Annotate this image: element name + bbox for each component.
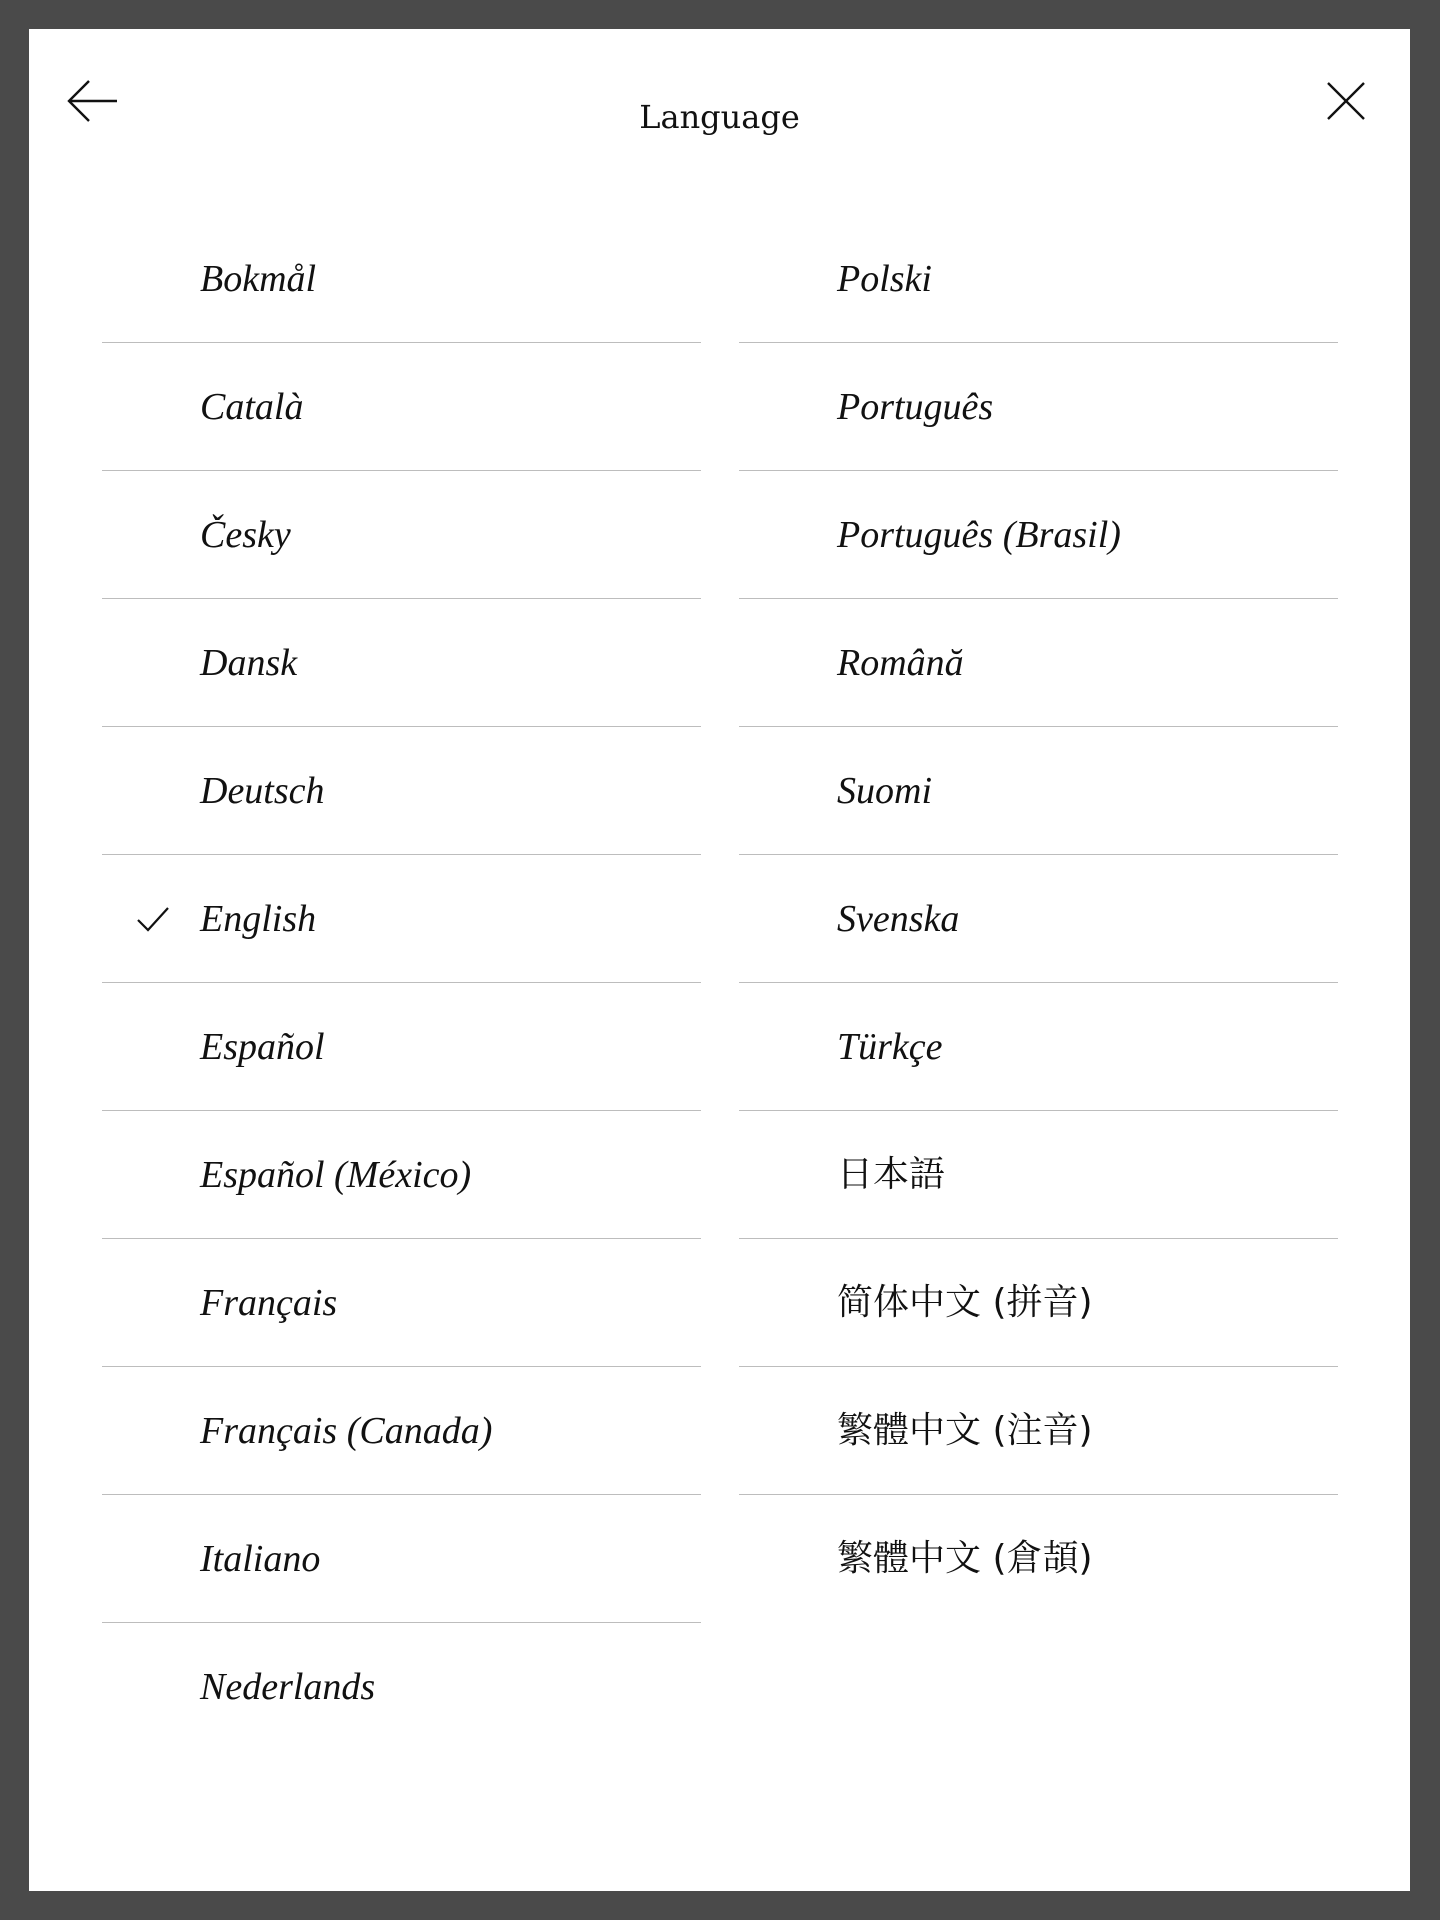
language-option-deutsch[interactable] [102, 727, 701, 855]
language-option-label: Svenska [837, 898, 960, 940]
language-option-svenska[interactable] [739, 855, 1338, 983]
language-option-cjk-8[interactable] [739, 1239, 1338, 1367]
language-option-label: English [200, 898, 317, 940]
language-option-cjk-9[interactable] [739, 1367, 1338, 1495]
language-option-label: 日本語 [837, 1154, 946, 1195]
language-option-portugue-s[interactable] [739, 343, 1338, 471]
language-option-espan-ol[interactable] [102, 983, 701, 1111]
language-option-label: Polski [837, 258, 932, 300]
language-option-label: 简体中文 (拼音) [837, 1282, 1093, 1323]
language-option-label: Français (Canada) [200, 1410, 493, 1452]
language-option-italiano[interactable] [102, 1495, 701, 1623]
language-option-espan-ol-me-xico[interactable] [102, 1111, 701, 1239]
language-option-label: 繁體中文 (倉頡) [837, 1538, 1093, 1579]
language-option-label: Türkçe [837, 1026, 943, 1068]
language-column-left [102, 215, 701, 1751]
language-list [102, 215, 1338, 1751]
language-option-polski[interactable] [739, 215, 1338, 343]
language-option-label: Deutsch [200, 770, 325, 812]
language-option-catala[interactable] [102, 343, 701, 471]
language-option-label: Nederlands [200, 1666, 376, 1708]
language-dialog [29, 29, 1410, 1891]
language-option-label: Català [200, 386, 304, 428]
close-button[interactable] [1318, 73, 1374, 129]
language-option-label: Português (Brasil) [837, 514, 1121, 556]
language-option-nederlands[interactable] [102, 1623, 701, 1751]
language-option-english[interactable] [102, 855, 701, 983]
language-option-label: Português [837, 386, 994, 428]
language-option-franc-ais-canada[interactable] [102, 1367, 701, 1495]
language-option-tu-rkc-e[interactable] [739, 983, 1338, 1111]
language-option-franc-ais[interactable] [102, 1239, 701, 1367]
language-option-label: Español (México) [200, 1154, 472, 1196]
language-option-label: Italiano [200, 1538, 321, 1580]
language-column-right [739, 215, 1338, 1751]
language-option-label: Dansk [200, 642, 298, 684]
language-option-label: Česky [200, 514, 291, 556]
language-option-label: Suomi [837, 770, 932, 812]
language-option-label: Français [200, 1282, 338, 1324]
language-option-cjk-7[interactable] [739, 1111, 1338, 1239]
language-option-label: 繁體中文 (注音) [837, 1410, 1093, 1451]
language-option-portugue-s-brasil[interactable] [739, 471, 1338, 599]
language-option-bokma-l[interactable] [102, 215, 701, 343]
language-option-dansk[interactable] [102, 599, 701, 727]
language-option-cjk-10[interactable] [739, 1495, 1338, 1623]
language-option-suomi[interactable] [739, 727, 1338, 855]
page-title: Language [639, 98, 800, 136]
language-option-label: Español [200, 1026, 325, 1068]
language-option-label: Bokmål [200, 258, 317, 300]
dialog-header [29, 29, 1410, 159]
checkmark-icon [136, 902, 170, 936]
language-option-c-esky[interactable] [102, 471, 701, 599]
close-icon [1318, 73, 1374, 129]
language-option-roma-na[interactable] [739, 599, 1338, 727]
language-option-label: Română [837, 642, 964, 684]
